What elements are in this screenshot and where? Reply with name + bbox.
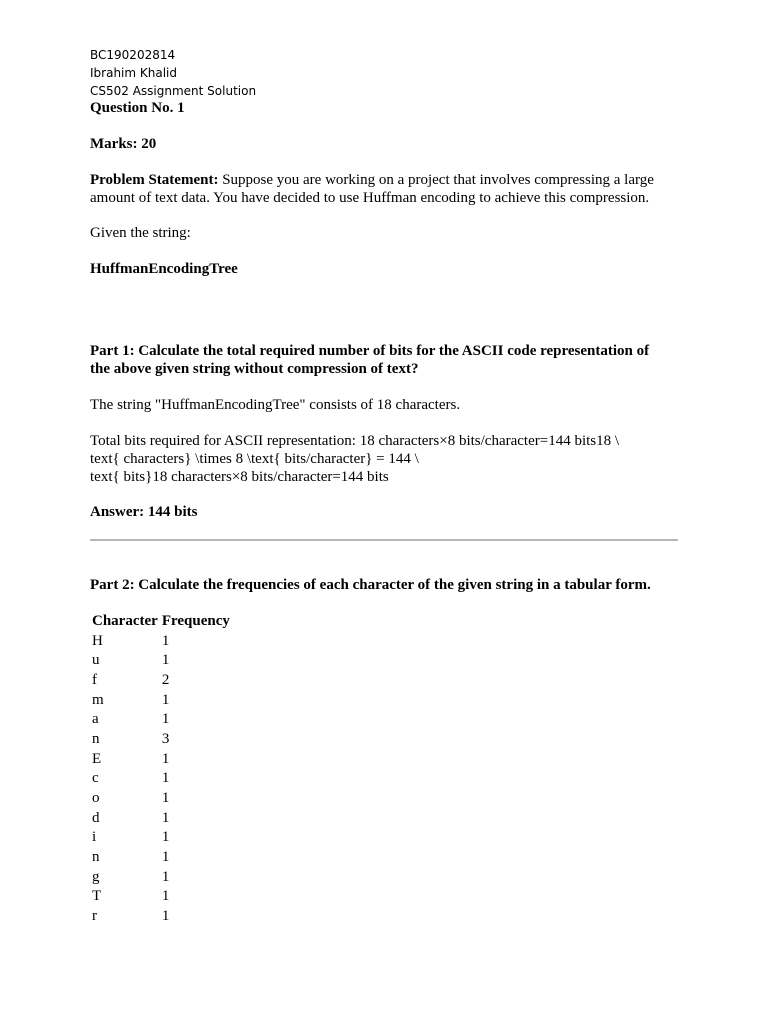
part1-answer: Answer: 144 bits bbox=[90, 504, 198, 520]
table-row bbox=[90, 690, 232, 710]
question-marks: Marks: 20 bbox=[90, 136, 157, 152]
table-row bbox=[90, 887, 232, 907]
frequency-cell: 1 bbox=[161, 868, 170, 885]
table-row bbox=[90, 847, 232, 867]
problem-statement-label: Problem Statement: bbox=[90, 172, 219, 188]
table-row bbox=[90, 906, 232, 926]
frequency-cell: 3 bbox=[161, 730, 170, 747]
table-row bbox=[90, 670, 232, 690]
table-header-row bbox=[90, 611, 232, 631]
given-text: Given the string: bbox=[90, 225, 191, 241]
table-row bbox=[90, 709, 232, 729]
table-row bbox=[90, 828, 232, 848]
frequency-cell: 1 bbox=[161, 711, 170, 728]
problem-statement-text: Suppose you are working on a project that involves compressing a large bbox=[218, 172, 654, 188]
character-cell: i bbox=[92, 829, 97, 846]
frequency-cell: 1 bbox=[161, 849, 170, 866]
frequency-cell: 1 bbox=[161, 770, 170, 787]
frequency-cell: 1 bbox=[161, 908, 170, 925]
problem-statement-line-2: amount of text data. You have decided to use Huffman encoding to achieve this compression. bbox=[90, 190, 650, 206]
frequency-cell: 1 bbox=[161, 750, 170, 767]
character-cell: r bbox=[92, 908, 97, 925]
part1-heading-line-1: Part 1: Calculate the total required number of bits for the ASCII code representation of bbox=[90, 343, 650, 359]
table-row bbox=[90, 769, 232, 789]
frequency-cell: 2 bbox=[161, 671, 170, 688]
table-row bbox=[90, 749, 232, 769]
table-row bbox=[90, 788, 232, 808]
character-cell: H bbox=[92, 632, 103, 649]
frequency-table-body bbox=[90, 631, 232, 926]
course-title: CS502 Assignment Solution bbox=[90, 84, 257, 98]
table-row bbox=[90, 867, 232, 887]
character-cell: n bbox=[92, 849, 100, 866]
part1-calc-line-1: Total bits required for ASCII representation: 18 characters×8 bits/character=144 bits18 \ bbox=[90, 433, 620, 449]
character-cell: a bbox=[92, 711, 99, 728]
frequency-cell: 1 bbox=[161, 632, 170, 649]
student-name: Ibrahim Khalid bbox=[90, 66, 177, 80]
character-cell: E bbox=[92, 750, 102, 767]
character-cell: g bbox=[92, 868, 100, 885]
character-cell: c bbox=[92, 770, 99, 787]
character-cell: T bbox=[92, 888, 102, 905]
character-cell: m bbox=[92, 691, 104, 708]
frequency-cell: 1 bbox=[161, 888, 170, 905]
question-number: Question No. 1 bbox=[90, 100, 185, 116]
table-row bbox=[90, 729, 232, 749]
character-cell: d bbox=[92, 809, 100, 826]
table-row bbox=[90, 650, 232, 670]
column-header-frequency: Frequency bbox=[161, 612, 230, 629]
table-row bbox=[90, 808, 232, 828]
part1-calc-line-2: text{ characters} \times 8 \text{ bits/character} = 144 \ bbox=[90, 451, 419, 467]
problem-statement-line-1 bbox=[90, 171, 654, 189]
part1-explanation: The string "HuffmanEncodingTree" consists of 18 characters. bbox=[90, 397, 461, 413]
character-cell: u bbox=[92, 652, 100, 669]
character-cell: f bbox=[92, 671, 97, 688]
part2-heading: Part 2: Calculate the frequencies of each character of the given string in a tabular form. bbox=[90, 577, 651, 593]
given-string: HuffmanEncodingTree bbox=[90, 261, 238, 277]
frequency-cell: 1 bbox=[161, 691, 170, 708]
student-id: BC190202814 bbox=[90, 48, 176, 62]
character-cell: o bbox=[92, 790, 100, 807]
frequency-table bbox=[90, 611, 232, 926]
character-cell: n bbox=[92, 730, 100, 747]
part1-heading-line-2: the above given string without compression of text? bbox=[90, 361, 419, 377]
column-header-character: Character bbox=[92, 612, 158, 629]
frequency-cell: 1 bbox=[161, 652, 170, 669]
table-row bbox=[90, 631, 232, 651]
part1-calc-line-3: text{ bits}18 characters×8 bits/character=144 bits bbox=[90, 469, 389, 485]
frequency-cell: 1 bbox=[161, 829, 170, 846]
horizontal-rule bbox=[90, 539, 678, 541]
frequency-cell: 1 bbox=[161, 809, 170, 826]
frequency-cell: 1 bbox=[161, 790, 170, 807]
